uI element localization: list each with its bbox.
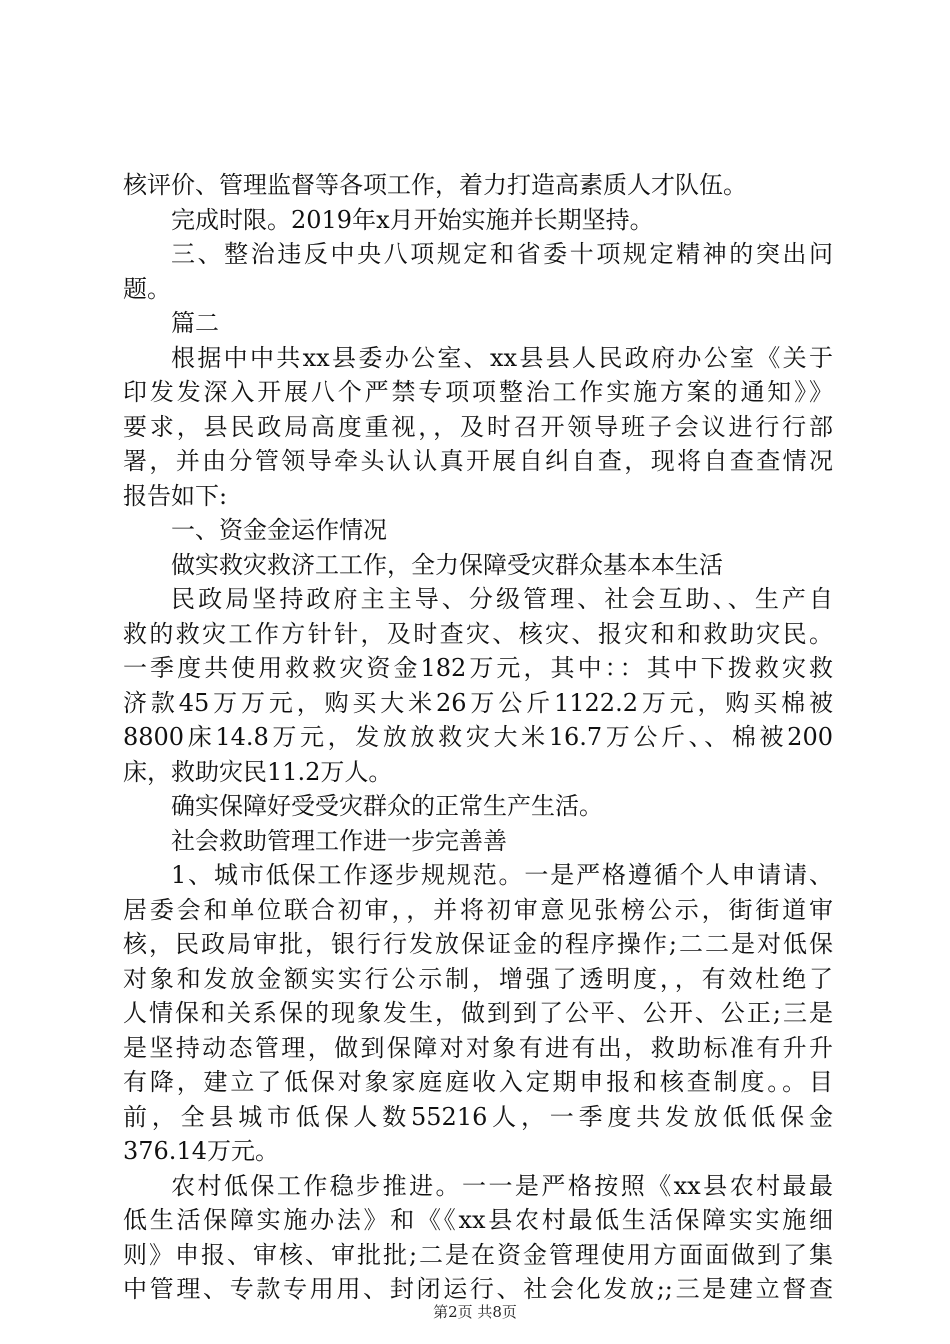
- text-line: 题。: [123, 274, 171, 303]
- text-line: 报告如下:: [123, 481, 228, 510]
- text-line: 民政局坚持政府主主导、分级管理、社会互助、、生产自: [171, 585, 833, 613]
- text-line: 376.14万元。: [123, 1137, 279, 1165]
- text-line: 做实救灾救济工工作，全力保障受灾群众基本本生活: [171, 550, 723, 579]
- text-line: 是坚持动态管理，做到保障对对象有进有出，救助标准有升升: [123, 1033, 833, 1062]
- text-line: 三、整治违反中央八项规定和省委十项规定精神的突出问: [171, 240, 833, 268]
- text-line: 农村低保工作稳步推进。一一是严格按照《xx县农村最最: [171, 1171, 833, 1200]
- text-line: 则》申报、审核、审批批;二是在资金管理使用方面面做到了集: [123, 1240, 833, 1269]
- text-line: 中管理、专款专用用、封闭运行、社会化发放;;三是建立督查: [123, 1275, 833, 1303]
- text-line: 核，民政局审批，银行行发放保证金的程序操作;二二是对低保: [123, 930, 833, 958]
- text-line: 一、资金金运作情况: [171, 516, 387, 544]
- text-line: 根据中中共xx县委办公室、xx县县人民政府办公室《关于: [171, 343, 833, 372]
- document-body: [123, 168, 833, 1307]
- text-line: 济款45万万元，购买大米26万公斤1122.2万元，购买棉被: [123, 688, 833, 717]
- text-line: 对象和发放金额实实行公示制，增强了透明度，，有效杜绝了: [123, 964, 833, 993]
- text-line: 完成时限。2019年x月开始实施并长期坚持。: [171, 205, 654, 234]
- text-line: 前，全县城市低保人数55216人，一季度共发放低低保金: [123, 1102, 833, 1131]
- text-line: 人情保和关系保的现象发生，做到到了公平、公开、公正;三是: [123, 999, 833, 1027]
- text-line: 要求，县民政局高度重视，，及时召开领导班子会议进行行部: [123, 412, 833, 441]
- text-line: 一季度共使用救救灾资金182万元，其中：：其中下拨救灾救: [123, 654, 833, 682]
- text-line: 印发发深入开展八个严禁专项项整治工作实施方案的通知》》: [123, 378, 833, 406]
- text-line: 1、城市低保工作逐步规规范。一是严格遵循个人申请请、: [171, 861, 833, 889]
- text-line: 8800床14.8万元，发放放救灾大米16.7万公斤、、棉被200: [123, 723, 833, 751]
- text-line: 低生活保障实施办法》和《《xx县农村最低生活保障实实施细: [123, 1206, 833, 1234]
- text-line: 居委会和单位联合初审，，并将初审意见张榜公示，街街道审: [123, 895, 833, 924]
- text-line: 署，并由分管领导牵头认认真开展自纠自查，现将自查查情况: [123, 447, 833, 475]
- page-footer: 第2页 共8页: [433, 1303, 517, 1321]
- text-line: 核评价、管理监督等各项工作，着力打造高素质人才队伍。: [123, 171, 747, 199]
- text-line: 社会救助管理工作进一步完善善: [171, 826, 507, 855]
- text-line: 床，救助灾民11.2万人。: [123, 757, 393, 786]
- text-line: 确实保障好受受灾群众的正常生产生活。: [171, 792, 603, 820]
- text-line: 救的救灾工作方针针，及时查灾、核灾、报灾和和救助灾民。: [123, 619, 833, 648]
- text-line: 篇二: [171, 309, 219, 337]
- text-line: 有降，建立了低保对象家庭庭收入定期申报和核查制度。。目: [123, 1068, 833, 1096]
